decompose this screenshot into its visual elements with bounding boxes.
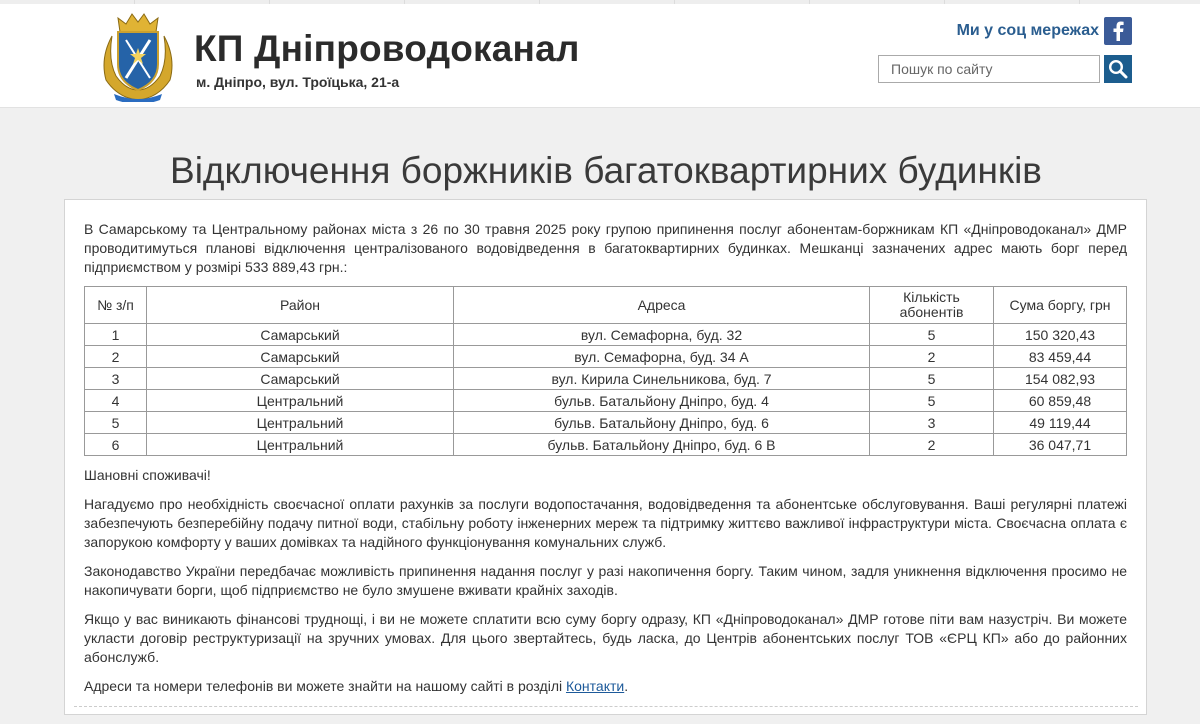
contacts-end: . <box>624 678 629 694</box>
table-row <box>85 324 1127 346</box>
table-row <box>85 412 1127 434</box>
table-row <box>85 368 1127 390</box>
article-content <box>64 199 1147 715</box>
paragraph-legislation: Законодавство України передбачає можливість припинення надання послуг у разі накопичення боргу. Таким чином, задля уникнення відключення просимо не накопичувати борги, щоб підприємство не було змушене вживати крайніх заходів. <box>84 563 1127 598</box>
column-header: Адреса <box>454 287 870 324</box>
page-title: Відключення боржників багатоквартирних будинків <box>170 150 1042 191</box>
search-form <box>878 55 1132 83</box>
table-cell: бульв. Батальйону Дніпро, буд. 4 <box>454 390 870 412</box>
table-cell: 49 119,44 <box>994 412 1127 434</box>
table-cell: 1 <box>85 324 147 346</box>
site-header <box>0 4 1200 108</box>
social-label: Ми у соц мережах <box>956 22 1099 39</box>
search-icon <box>1108 59 1128 79</box>
table-cell: вул. Семафорна, буд. 34 А <box>454 346 870 368</box>
paragraph-payments: Нагадуємо про необхідність своєчасної оплати рахунків за послуги водопостачання, водовідведення та абонентське обслуговування. Ваші регулярні платежі забезпечують безперебійну подачу питної води, стабільну роботу інженерних мереж та підтримку життєво важливої інфраструктури міста. Своєчасна оплата є запорукою комфорту у ваших домівках та надійного функціонування комунальних служб. <box>84 496 1127 550</box>
contacts-link[interactable]: Контакти <box>565 678 625 694</box>
social-block <box>957 17 1132 45</box>
table-cell: 36 047,71 <box>994 434 1127 456</box>
table-cell: бульв. Батальйону Дніпро, буд. 6 <box>454 412 870 434</box>
facebook-icon[interactable] <box>1104 17 1132 45</box>
contacts-text: Адреси та номери телефонів ви можете знайти на нашому сайті в розділі <box>84 678 566 694</box>
table-cell: вул. Семафорна, буд. 32 <box>454 324 870 346</box>
table-cell: Самарський <box>147 368 454 390</box>
table-cell: 2 <box>85 346 147 368</box>
table-cell: 5 <box>870 390 994 412</box>
table-cell: 5 <box>870 324 994 346</box>
column-header: Кількість абонентів <box>870 287 994 324</box>
table-cell: Центральний <box>147 434 454 456</box>
paragraph-restructuring: Якщо у вас виникають фінансові труднощі, і ви не можете сплатити всю суму боргу одразу, КП «Дніпроводоканал» ДМР готове піти вам назустріч. Ви можете укласти договір реструктуризації на зручних умовах. Для цього звертайтесь, будь ласка, до Центрів абонентських послуг ТОВ «ЄРЦ КП» або до районних абонслужб. <box>84 611 1127 665</box>
table-header-row <box>85 287 1127 324</box>
search-button[interactable] <box>1104 55 1132 83</box>
table-cell: 83 459,44 <box>994 346 1127 368</box>
column-header: Сума боргу, грн <box>994 287 1127 324</box>
table-row <box>85 390 1127 412</box>
table-cell: Самарський <box>147 324 454 346</box>
table-cell: 3 <box>85 368 147 390</box>
table-cell: 5 <box>85 412 147 434</box>
greeting: Шановні споживачі! <box>84 467 211 483</box>
table-cell: 2 <box>870 434 994 456</box>
search-input[interactable] <box>878 55 1100 83</box>
table-cell: Центральний <box>147 390 454 412</box>
table-cell: 4 <box>85 390 147 412</box>
site-address: м. Дніпро, вул. Троїцька, 21-а <box>196 74 400 90</box>
table-cell: 154 082,93 <box>994 368 1127 390</box>
table-cell: 2 <box>870 346 994 368</box>
footer-divider <box>74 706 1138 707</box>
table-cell: вул. Кирила Синельникова, буд. 7 <box>454 368 870 390</box>
site-title[interactable]: КП Дніпроводоканал <box>194 28 580 69</box>
table-row <box>85 346 1127 368</box>
table-cell: 60 859,48 <box>994 390 1127 412</box>
table-cell: 3 <box>870 412 994 434</box>
table-cell: Самарський <box>147 346 454 368</box>
table-cell: 5 <box>870 368 994 390</box>
table-cell: 6 <box>85 434 147 456</box>
table-row <box>85 434 1127 456</box>
intro-paragraph: В Самарському та Центральному районах міста з 26 по 30 травня 2025 року групою припинення послуг абонентам-боржникам КП «Дніпроводоканал» ДМР проводитимуться планові відключення централізованого водовідведення в багатоквартирних будинках. Мешканці зазначених адрес мають борг перед підприємством у розмірі 533 889,43 грн.: <box>84 221 1127 275</box>
table-cell: Центральний <box>147 412 454 434</box>
table-cell: 150 320,43 <box>994 324 1127 346</box>
column-header: № з/п <box>85 287 147 324</box>
table-cell: бульв. Батальйону Дніпро, буд. 6 В <box>454 434 870 456</box>
column-header: Район <box>147 287 454 324</box>
coat-of-arms-icon[interactable] <box>98 10 178 102</box>
paragraph-contacts <box>84 677 1127 696</box>
debtors-table <box>84 286 1127 456</box>
